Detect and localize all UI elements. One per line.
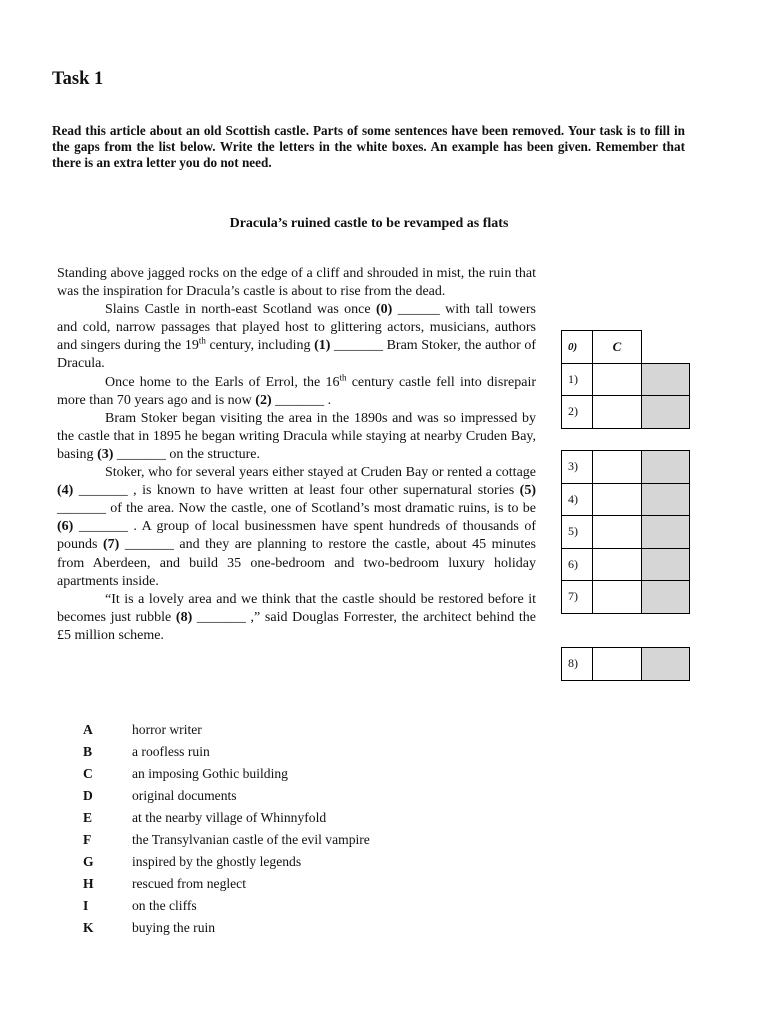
article-paragraph (57, 464, 536, 591)
option-text: rescued from neglect (132, 876, 246, 891)
option-item (83, 917, 370, 939)
answer-box-1[interactable] (593, 363, 642, 396)
score-box (642, 363, 690, 396)
answer-label: 3) (562, 451, 593, 484)
article-text: Bram Stoker began visiting the area in the 1890s and was so impressed by the castle that in 1895 he began writing Dracula while staying at nearby Cruden Bay, basing (57, 410, 536, 462)
answer-box-7[interactable] (593, 581, 642, 614)
option-text: inspired by the ghostly legends (132, 854, 302, 869)
article-text: _______ of the area. Now the castle, one of Scotland’s most dramatic ruins, is to be (57, 501, 536, 517)
answer-box-example: C (593, 331, 642, 364)
gap-marker: (8) (175, 609, 193, 625)
option-text: at the nearby village of Whinnyfold (132, 810, 327, 825)
article-text: _______ on the structure. (113, 446, 260, 462)
answer-row (562, 516, 690, 549)
answer-box-3[interactable] (593, 451, 642, 484)
article-text: Stoker, who for several years either stayed at Cruden Bay or rented a cottage (105, 465, 536, 481)
answer-row (562, 648, 690, 681)
answer-row (562, 451, 690, 484)
gap-marker: (4) (57, 483, 74, 499)
gap-marker: (2) (255, 392, 272, 408)
option-letter: C (83, 766, 93, 781)
blank-cell (642, 331, 690, 364)
answer-box-2[interactable] (593, 396, 642, 429)
score-box (642, 451, 690, 484)
option-letter: G (83, 854, 94, 869)
article-text: Once home to the Earls of Errol, the 16 (105, 374, 340, 390)
answer-box-5[interactable] (593, 516, 642, 549)
answer-grid-group-3 (561, 647, 690, 681)
article-paragraph (57, 410, 536, 464)
option-letter: E (83, 810, 93, 825)
answer-label: 6) (562, 548, 593, 581)
option-text: the Transylvanian castle of the evil vampire (132, 832, 370, 847)
article-body (57, 265, 536, 645)
article-text: _______ Bram Stoker, the author of Dracula. (57, 338, 537, 372)
option-text: on the cliffs (132, 898, 197, 913)
score-box (642, 516, 690, 549)
gap-marker: (3) (97, 446, 114, 462)
task-instructions: Read this article about an old Scottish castle. Parts of some sentences have been removed. Your task is to fill in the gaps from the list below. Write the letters in the white boxes. An example has been given. Remember that there is an extra letter you do not need. (52, 123, 685, 170)
options-list (83, 719, 370, 939)
gap-marker: (7) (102, 537, 120, 553)
option-item (83, 719, 370, 741)
article-title: Dracula’s ruined castle to be revamped as flats (229, 216, 509, 231)
answer-box-8[interactable] (593, 648, 642, 681)
answer-label: 4) (562, 483, 593, 516)
article-text: _______ and they are planning to restore the castle, about 45 minutes from Aberdeen, and build 35 one-bedroom and two-bedroom luxury holiday apartments inside. (57, 537, 536, 589)
option-item (83, 895, 370, 917)
option-item (83, 851, 370, 873)
article-text: _______ ,” said Douglas Forrester, the architect behind the £5 million scheme. (57, 609, 536, 643)
option-item (83, 829, 370, 851)
article-text: ______ with tall towers and cold, narrow passages that played host to glittering actors, musicians, authors and singers during the 19 (57, 302, 536, 354)
option-item (83, 873, 370, 895)
article-paragraph (57, 591, 536, 645)
task-title: Task 1 (52, 69, 104, 89)
article-paragraph: Standing above jagged rocks on the edge of a cliff and shrouded in mist, the ruin that was the inspiration for Dracula’s castle is about to rise from the dead. (57, 266, 536, 300)
option-letter: K (83, 920, 94, 935)
article-text: “It is a lovely area and we think that the castle should be restored before it becomes just rubble (57, 591, 536, 625)
gap-marker: (6) (57, 519, 74, 535)
gap-marker: (1) (314, 338, 331, 354)
answer-box-4[interactable] (593, 483, 642, 516)
superscript: th (198, 335, 206, 346)
option-text: an imposing Gothic building (132, 766, 288, 781)
answer-row (562, 581, 690, 614)
article-paragraph (57, 301, 536, 373)
score-box (642, 483, 690, 516)
answer-box-6[interactable] (593, 548, 642, 581)
score-box (642, 648, 690, 681)
option-letter: A (83, 722, 93, 737)
article-text: Slains Castle in north-east Scotland was once (105, 302, 376, 318)
answer-row (562, 483, 690, 516)
option-letter: F (83, 832, 92, 847)
option-text: buying the ruin (132, 920, 216, 935)
answer-label: 1) (562, 363, 593, 396)
answer-row (562, 396, 690, 429)
article-paragraph (57, 371, 536, 410)
score-box (642, 581, 690, 614)
article-text: century castle fell into disrepair more than 70 years ago and is now (57, 374, 536, 408)
score-box (642, 396, 690, 429)
option-letter: B (83, 744, 93, 759)
option-letter: D (83, 788, 93, 803)
option-item (83, 807, 370, 829)
option-letter: I (83, 898, 89, 913)
superscript: th (339, 371, 347, 382)
answer-grid-group-1 (561, 330, 690, 429)
article-text: _______ , is known to have written at least four other supernatural stories (73, 483, 520, 499)
score-box (642, 548, 690, 581)
option-letter: H (83, 876, 94, 891)
article-text: _______ . (271, 392, 332, 408)
option-item (83, 741, 370, 763)
article-text: _______ . A group of local businessmen have spent hundreds of thousands of pounds (57, 519, 536, 553)
answer-label: 0) (562, 331, 593, 364)
answer-grid-group-2 (561, 450, 690, 614)
answer-label: 5) (562, 516, 593, 549)
gap-marker: (0) (376, 302, 393, 318)
answer-row (562, 363, 690, 396)
answer-label: 8) (562, 648, 593, 681)
answer-row-example (562, 331, 690, 364)
option-item (83, 785, 370, 807)
option-text: a roofless ruin (132, 744, 210, 759)
answer-row (562, 548, 690, 581)
option-text: original documents (132, 788, 237, 803)
option-text: horror writer (132, 722, 202, 737)
option-item (83, 763, 370, 785)
answer-label: 2) (562, 396, 593, 429)
article-text: century, including (205, 338, 315, 354)
gap-marker: (5) (519, 483, 536, 499)
answer-label: 7) (562, 581, 593, 614)
